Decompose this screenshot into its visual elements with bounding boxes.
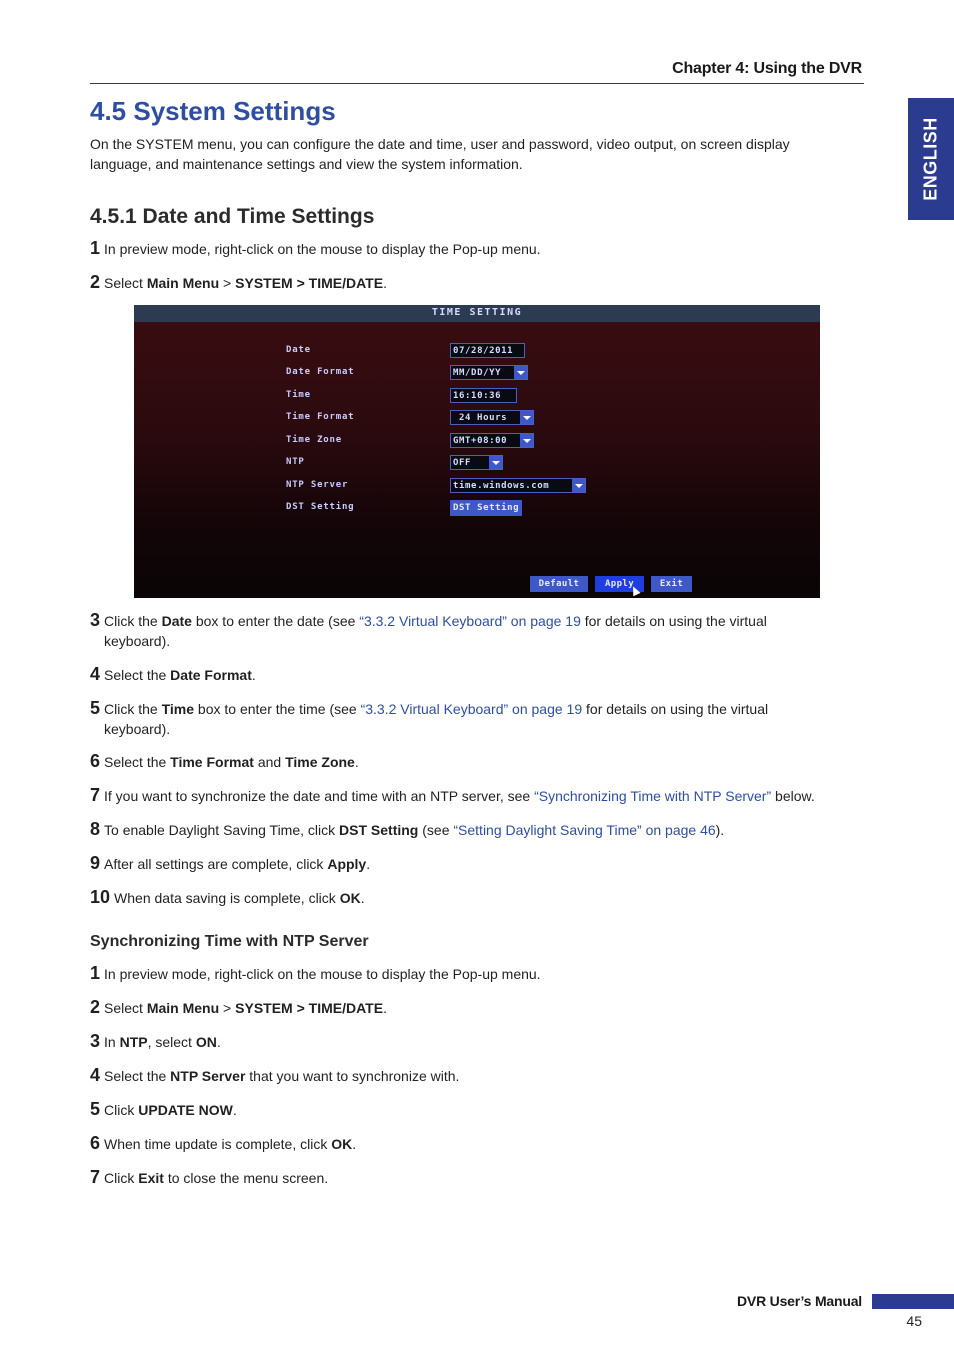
step-number: 9: [90, 853, 101, 873]
step-text: Select: [104, 1000, 147, 1016]
step-3: [90, 610, 860, 651]
step-text: >: [219, 275, 236, 291]
step-text: box to enter the time (see: [194, 701, 361, 717]
dst-setting-button[interactable]: DST Setting: [450, 500, 522, 516]
ntp-step-2: [90, 997, 860, 1018]
step-text: >: [219, 1000, 236, 1016]
step-number: 10: [90, 887, 111, 907]
step-emphasis: DST Setting: [339, 822, 419, 838]
step-emphasis: Date Format: [170, 667, 252, 683]
step-text: for details on using the virtual: [580, 613, 767, 629]
step-text: that you want to synchronize with.: [245, 1068, 460, 1084]
step-text: .: [383, 1000, 387, 1016]
step-text: To enable Daylight Saving Time, click: [104, 822, 340, 838]
step-emphasis: OK: [331, 1136, 353, 1152]
step-text: (see: [418, 822, 454, 838]
step-text: .: [360, 890, 365, 906]
step-text: When data saving is complete, click: [114, 890, 340, 906]
label-dst-setting: DST Setting: [286, 502, 355, 512]
step-text: ).: [715, 822, 725, 838]
time-format-select[interactable]: [450, 410, 534, 425]
step-9: [90, 853, 860, 874]
ntp-server-value: time.windows.com: [453, 481, 550, 491]
step-number: 8: [90, 819, 101, 839]
step-emphasis: Main Menu: [146, 1000, 220, 1016]
label-time-zone: Time Zone: [286, 435, 342, 445]
section-title: 4.5 System Settings: [90, 96, 336, 126]
ntp-step-4: [90, 1065, 860, 1086]
label-time: Time: [286, 390, 311, 400]
step-text: .: [216, 1034, 221, 1050]
time-zone-select[interactable]: [450, 433, 534, 448]
step-emphasis: NTP: [119, 1034, 148, 1050]
label-ntp: NTP: [286, 457, 305, 467]
time-value: 16:10:36: [453, 391, 502, 401]
step-emphasis: Time Zone: [285, 754, 355, 770]
label-date: Date: [286, 345, 311, 355]
step-text: Select the: [104, 754, 171, 770]
step-number: 1: [90, 238, 101, 258]
footer-bar: [872, 1294, 954, 1309]
step-text: When time update is complete, click: [104, 1136, 332, 1152]
date-field[interactable]: [450, 343, 525, 358]
step-text: .: [383, 275, 387, 291]
ntp-step-6: [90, 1133, 860, 1154]
step-emphasis: OK: [339, 890, 361, 906]
step-number: 7: [90, 785, 101, 805]
step-text: , select: [147, 1034, 196, 1050]
apply-button[interactable]: Apply: [595, 576, 644, 592]
step-2: [90, 272, 860, 293]
step-10: [90, 887, 860, 908]
step-emphasis: SYSTEM > TIME/DATE: [235, 1000, 384, 1016]
step-emphasis: Main Menu: [146, 275, 220, 291]
ntp-step-7: [90, 1167, 860, 1188]
step-text: Click the: [104, 701, 162, 717]
screen-title: TIME SETTING: [431, 307, 523, 318]
date-format-select[interactable]: [450, 365, 528, 380]
ntp-step-3: [90, 1031, 860, 1052]
language-tab-label: ENGLISH: [920, 117, 941, 201]
label-ntp-server: NTP Server: [286, 480, 349, 490]
step-text: .: [354, 754, 359, 770]
chevron-down-icon: [489, 456, 502, 469]
step-emphasis: Apply: [327, 856, 367, 872]
step-7: [90, 785, 860, 806]
step-1: [90, 238, 860, 259]
step-text: Click: [104, 1170, 139, 1186]
ntp-server-select[interactable]: [450, 478, 586, 493]
step-number: 3: [90, 610, 101, 630]
step-number: 5: [90, 698, 101, 718]
date-value: 07/28/2011: [453, 346, 514, 356]
step-text: In preview mode, right-click on the mouse to display the Pop-up menu.: [104, 966, 541, 982]
step-number: 1: [90, 963, 101, 983]
exit-button[interactable]: Exit: [651, 576, 692, 592]
step-emphasis: UPDATE NOW: [138, 1102, 233, 1118]
chevron-down-icon: [514, 366, 527, 379]
section-intro: On the SYSTEM menu, you can configure the date and time, user and password, video output, on screen display language, and maintenance settings and view the system information.: [90, 136, 790, 172]
ntp-select[interactable]: [450, 455, 503, 470]
step-number: 5: [90, 1099, 101, 1119]
ntp-step-1: [90, 963, 860, 984]
step-number: 6: [90, 751, 101, 771]
step-text: .: [352, 1136, 357, 1152]
chevron-down-icon: [572, 479, 585, 492]
step-text: After all settings are complete, click: [104, 856, 328, 872]
step-number: 6: [90, 1133, 101, 1153]
label-time-format: Time Format: [286, 412, 355, 422]
step-text: In preview mode, right-click on the mouse to display the Pop-up menu.: [104, 241, 541, 257]
step-continuation: keyboard).: [104, 633, 171, 649]
time-zone-value: GMT+08:00: [453, 436, 508, 446]
step-continuation: keyboard).: [104, 721, 171, 737]
step-text: Select the: [104, 667, 171, 683]
chapter-header: Chapter 4: Using the DVR: [672, 60, 862, 77]
step-5: [90, 698, 860, 739]
step-8: [90, 819, 860, 840]
step-4: [90, 664, 860, 685]
default-button[interactable]: Default: [530, 576, 588, 592]
cross-reference-link[interactable]: “3.3.2 Virtual Keyboard” on page 19: [360, 701, 583, 717]
step-6: [90, 751, 860, 772]
chevron-down-icon: [520, 434, 533, 447]
step-number: 2: [90, 997, 101, 1017]
step-text: below.: [771, 788, 815, 804]
step-text: Select the: [104, 1068, 171, 1084]
step-number: 2: [90, 272, 101, 292]
cross-reference-link[interactable]: “Setting Daylight Saving Time” on page 46: [453, 822, 716, 838]
ntp-value: OFF: [453, 458, 472, 468]
date-format-value: MM/DD/YY: [453, 368, 502, 378]
step-text: .: [366, 856, 371, 872]
label-date-format: Date Format: [286, 367, 355, 377]
time-setting-screenshot: [134, 305, 820, 598]
step-text: Click: [104, 1102, 139, 1118]
step-emphasis: SYSTEM > TIME/DATE: [235, 275, 384, 291]
step-emphasis: Exit: [138, 1170, 164, 1186]
step-emphasis: Time: [161, 701, 195, 717]
step-text: .: [251, 667, 256, 683]
step-text: .: [232, 1102, 237, 1118]
step-text: for details on using the virtual: [582, 701, 769, 717]
step-number: 7: [90, 1167, 101, 1187]
step-text: box to enter the date (see: [191, 613, 360, 629]
subsection-title: 4.5.1 Date and Time Settings: [90, 205, 375, 228]
step-emphasis: Date: [161, 613, 192, 629]
step-number: 3: [90, 1031, 101, 1051]
header-rule: [90, 83, 864, 84]
step-text: If you want to synchronize the date and time with an NTP server, see: [104, 788, 535, 804]
step-number: 4: [90, 664, 101, 684]
time-format-value: 24 Hours: [459, 413, 508, 423]
cross-reference-link[interactable]: “3.3.2 Virtual Keyboard” on page 19: [359, 613, 581, 629]
time-field[interactable]: [450, 388, 517, 403]
step-text: and: [253, 754, 286, 770]
step-text: to close the menu screen.: [163, 1170, 329, 1186]
chevron-down-icon: [520, 411, 533, 424]
cross-reference-link[interactable]: “Synchronizing Time with NTP Server”: [534, 788, 772, 804]
ntp-step-5: [90, 1099, 860, 1120]
step-emphasis: Time Format: [170, 754, 254, 770]
ntp-section-title: Synchronizing Time with NTP Server: [90, 933, 369, 950]
step-text: In: [104, 1034, 120, 1050]
language-tab: [908, 98, 954, 220]
step-text: Select: [104, 275, 147, 291]
manual-footer: DVR User’s Manual: [737, 1293, 862, 1309]
step-emphasis: NTP Server: [170, 1068, 246, 1084]
step-emphasis: ON: [195, 1034, 217, 1050]
page-number: 45: [906, 1313, 922, 1329]
step-number: 4: [90, 1065, 101, 1085]
step-text: Click the: [104, 613, 162, 629]
